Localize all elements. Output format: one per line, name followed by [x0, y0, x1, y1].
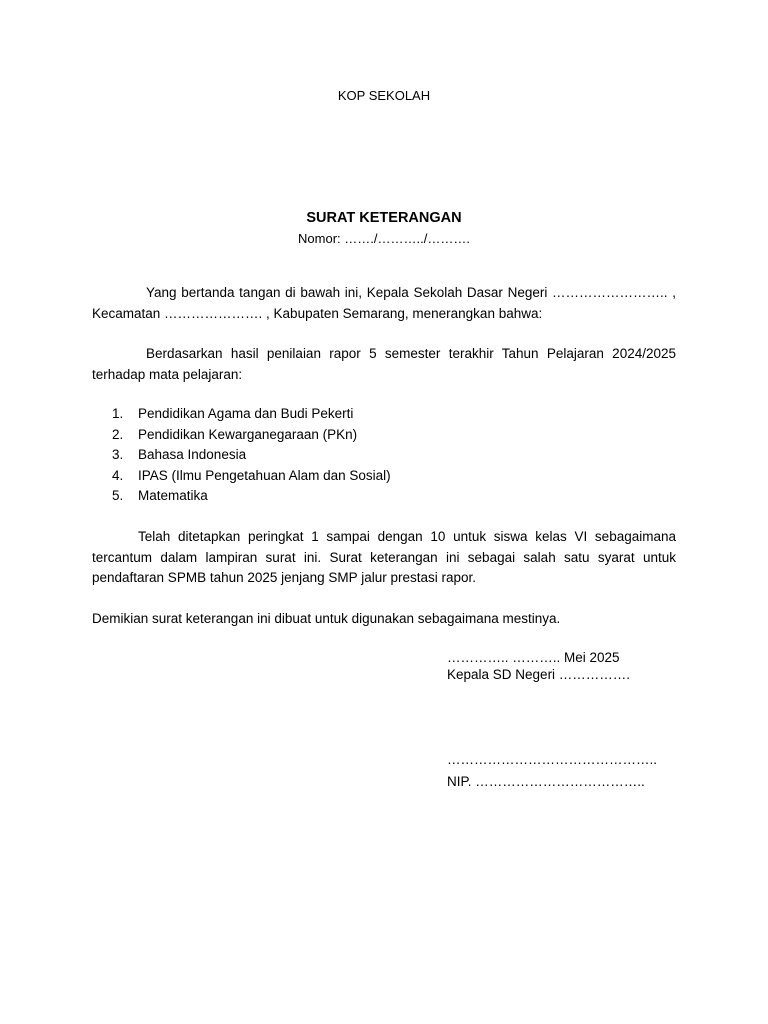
signature-nip: NIP. ……………………………….. [447, 774, 645, 789]
list-item-number: 4. [112, 467, 124, 483]
list-item-number: 2. [112, 426, 124, 442]
list-item-label: Pendidikan Kewarganegaraan (PKn) [138, 426, 358, 442]
list-item [92, 425, 676, 446]
letter-title: SURAT KETERANGAN [306, 210, 462, 226]
assessment-paragraph: Berdasarkan hasil penilaian rapor 5 semester terakhir Tahun Pelajaran 2024/2025 terhadap mata pelajaran: [92, 346, 676, 382]
list-item-label: Bahasa Indonesia [138, 447, 247, 462]
closing-paragraph: Demikian surat keterangan ini dibuat untuk digunakan sebagaimana mestinya. [92, 611, 561, 626]
list-item-label: IPAS (Ilmu Pengetahuan Alam dan Sosial) [138, 467, 391, 483]
list-item-number: 1. [112, 406, 124, 421]
list-item-number: 3. [112, 447, 124, 462]
signature-position: Kepala SD Negeri ……………. [447, 667, 631, 682]
list-item [92, 445, 676, 466]
letter-number: Nomor: ……./………../………. [298, 231, 470, 246]
school-letterhead: KOP SEKOLAH [337, 88, 431, 103]
list-item-number: 5. [112, 488, 124, 503]
list-item [92, 466, 676, 487]
signature-name-line: ……………………………………….. [447, 752, 658, 767]
subject-list [92, 404, 676, 507]
list-item [92, 486, 676, 507]
list-item-label: Pendidikan Agama dan Budi Pekerti [138, 406, 354, 421]
opening-paragraph: Yang bertanda tangan di bawah ini, Kepala Sekolah Dasar Negeri …………………….. , Kecamatan …………………. , Kabupaten Semarang, menerangkan bahwa: [92, 285, 676, 321]
list-item [92, 404, 676, 425]
ranking-paragraph: Telah ditetapkan peringkat 1 sampai dengan 10 untuk siswa kelas VI sebagaimana tercantum dalam lampiran surat ini. Surat keterangan ini sebagai salah satu syarat untuk pendaftaran SPMB tahun 2025 jenjang SMP jalur prestasi rapor. [92, 529, 676, 585]
signature-date: ………….. ……….. Mei 2025 [447, 650, 620, 665]
list-item-label: Matematika [138, 488, 208, 503]
